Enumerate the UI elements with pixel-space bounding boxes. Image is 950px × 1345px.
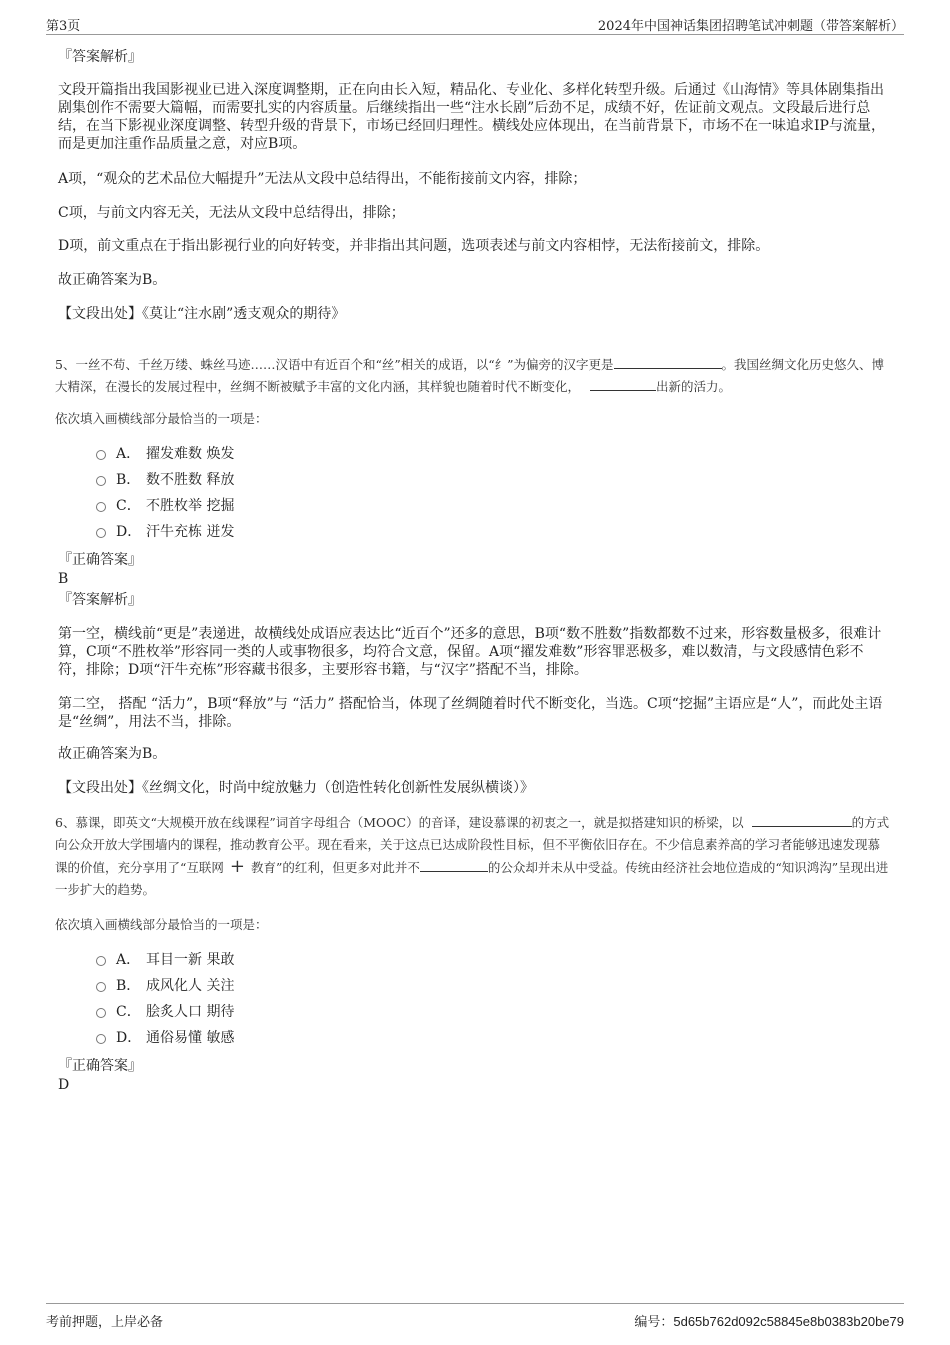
q5-option-b[interactable]: B． 数不胜数 释放	[96, 470, 234, 490]
q5-option-c[interactable]: C． 不胜枚举 挖掘	[96, 496, 234, 516]
q6-answer-label: 『正确答案』	[58, 1058, 142, 1074]
q6-blank-2	[420, 859, 488, 872]
q5-option-d[interactable]: D． 汗牛充栋 迸发	[96, 522, 234, 542]
page-header	[46, 14, 904, 35]
radio-icon[interactable]	[96, 1008, 106, 1018]
q5-source: 【文段出处】《丝绸文化，时尚中绽放魅力（创造性转化创新性发展纵横谈）》	[58, 780, 534, 796]
radio-icon[interactable]	[96, 476, 106, 486]
page-footer	[46, 1303, 904, 1328]
q4-conclusion: 故正确答案为B。	[58, 272, 167, 288]
q4-analysis-label: 『答案解析』	[58, 49, 142, 65]
q6-stem: 6、慕课，即英文“大规模开放在线课程”词首字母组合（MOOC）的音译，建设慕课的初衷之一，就是拟搭建知识的桥梁，以 的方式向公众开放大学围墙内的课程，推动教育公平。现在看来，关于这点已达成阶段性目标，但不平衡依旧存在。不少信息素养高的学习者能够迅速发现慕课的价值，充分享用了“互联网 + 教育”的红利，但更多对此并不 的公众却并未从中受益。传统由经济社会地位造成的“知识鸿沟”呈现出进一步扩大的趋势。	[55, 815, 890, 897]
q4-option-d-analysis: D项，前文重点在于指出影视行业的向好转变，并非指出其问题，选项表述与前文内容相悖，无法衔接前文，排除。	[58, 238, 770, 254]
radio-icon[interactable]	[96, 982, 106, 992]
q4-analysis-paragraph: 文段开篇指出我国影视业已进入深度调整期，正在向由长入短，精品化、专业化、多样化转型升级。后通过《山海情》等具体剧集指出剧集创作不需要大篇幅，而需要扎实的内容质量。后继续指出一些“注水长剧”后劲不足，成绩不好，佐证前文观点。文段最后进行总结，在当下影视业深度调整、转型升级的背景下，市场已经回归理性。横线处应体现出，在当前背景下，市场不在一味追求IP与流量，而是更加注重作品质量之意，对应B项。	[58, 82, 885, 152]
document-title: 2024年中国神话集团招聘笔试冲刺题（带答案解析）	[597, 19, 904, 34]
radio-icon[interactable]	[96, 1034, 106, 1044]
q6-blank-1	[752, 814, 852, 827]
radio-icon[interactable]	[96, 450, 106, 460]
q5-analysis-paragraph-2: 第二空， 搭配 “活力”，B项“释放”与 “活力” 搭配恰当，体现了丝绸随着时代不断变化，当选。C项“挖掘”主语应是“人”，而此处主语是“丝绸”，用法不当，排除。	[58, 696, 883, 730]
q5-blank-2	[590, 378, 656, 391]
q6-option-a[interactable]: A． 耳目一新 果敢	[96, 950, 234, 970]
q4-option-c-analysis: C项，与前文内容无关，无法从文段中总结得出，排除；	[58, 205, 405, 221]
document-code: 编号：5d65b762d092c58845e8b0383b20be79	[634, 1314, 904, 1330]
q6-instruction: 依次填入画横线部分最恰当的一项是：	[55, 917, 268, 932]
q4-option-a-analysis: A项，“观众的艺术品位大幅提升”无法从文段中总结得出，不能衔接前文内容，排除；	[58, 171, 587, 187]
q6-option-c[interactable]: C． 脍炙人口 期待	[96, 1002, 234, 1022]
q5-analysis-label: 『答案解析』	[58, 592, 142, 608]
q4-source: 【文段出处】《莫让“注水剧”透支观众的期待》	[58, 306, 346, 322]
q5-conclusion: 故正确答案为B。	[58, 746, 167, 762]
q6-option-b[interactable]: B． 成风化人 关注	[96, 976, 234, 996]
radio-icon[interactable]	[96, 956, 106, 966]
radio-icon[interactable]	[96, 528, 106, 538]
q6-option-d[interactable]: D． 通俗易懂 敏感	[96, 1028, 234, 1048]
q5-stem: 5、一丝不苟、千丝万缕、蛛丝马迹……汉语中有近百个和“丝”相关的成语，以“纟”为偏旁的汉字更是 。我国丝绸文化历史悠久、博大精深，在漫长的发展过程中，丝绸不断被赋予丰富的文化内涵，其样貌也随着时代不断变化， 出新的活力。	[55, 357, 885, 394]
q5-blank-1	[614, 356, 722, 369]
q6-answer: D	[58, 1077, 70, 1093]
q5-option-a[interactable]: A． 擢发难数 焕发	[96, 444, 234, 464]
q5-answer-label: 『正确答案』	[58, 552, 142, 568]
footer-slogan: 考前押题，上岸必备	[46, 1315, 164, 1330]
page-number: 第3页	[46, 19, 81, 34]
q5-analysis-paragraph-1: 第一空，横线前“更是”表递进，故横线处成语应表达比“近百个”还多的意思，B项“数不胜数”指数都数不过来，形容数量极多，很难计算，C项“不胜枚举”形容同一类的人或事物很多，均符合文意，保留。A项“擢发难数”形容罪恶极多，难以数清，与文段感情色彩不符，排除；D项“汗牛充栋”形容藏书很多，主要形容书籍，与“汉字”搭配不当，排除。	[58, 626, 882, 678]
q5-instruction: 依次填入画横线部分最恰当的一项是：	[55, 411, 268, 426]
q5-answer: B	[58, 571, 69, 587]
radio-icon[interactable]	[96, 502, 106, 512]
